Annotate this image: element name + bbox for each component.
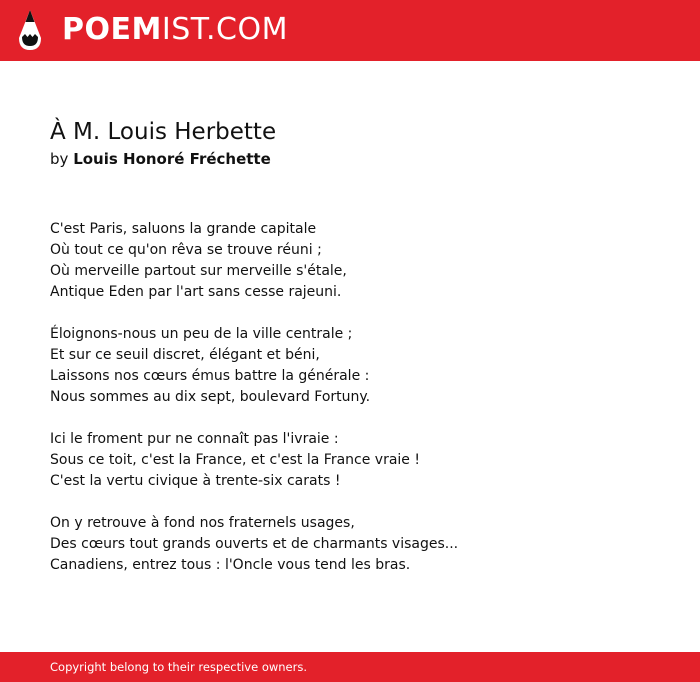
poem-title: À M. Louis Herbette [50, 119, 277, 145]
stanza [50, 429, 458, 492]
brand-bold: POEM [62, 12, 162, 47]
site-logo-link[interactable] [62, 12, 288, 48]
poem-line: Où tout ce qu'on rêva se trouve réuni ; [50, 242, 322, 258]
site-footer [0, 652, 700, 682]
poem-line: On y retrouve à fond nos fraternels usages, [50, 515, 355, 531]
site-header [0, 0, 700, 61]
byline [50, 149, 271, 169]
poem-line: Nous sommes au dix sept, boulevard Fortuny. [50, 389, 371, 405]
poem-line: Éloignons-nous un peu de la ville centrale ; [50, 326, 353, 342]
author-name: Louis Honoré Fréchette [73, 150, 271, 168]
pencil-tip-icon[interactable] [17, 8, 43, 52]
poem-line: Laissons nos cœurs émus battre la générale : [50, 368, 370, 384]
poem-line: Où merveille partout sur merveille s'étale, [50, 263, 347, 279]
by-label: by [50, 150, 69, 168]
poem-line: Sous ce toit, c'est la France, et c'est la France vraie ! [50, 452, 420, 468]
poem-body [50, 219, 458, 597]
stanza [50, 324, 458, 408]
poem-line: C'est Paris, saluons la grande capitale [50, 221, 317, 237]
poem-line: Des cœurs tout grands ouverts et de charmants visages... [50, 536, 459, 552]
poem-line: Canadiens, entrez tous : l'Oncle vous tend les bras. [50, 557, 411, 573]
stanza [50, 513, 458, 576]
copyright-text: Copyright belong to their respective owners. [50, 660, 308, 674]
poem-line: Antique Eden par l'art sans cesse rajeuni. [50, 284, 342, 300]
poem-line: Et sur ce seuil discret, élégant et béni, [50, 347, 320, 363]
poem-line: C'est la vertu civique à trente-six carats ! [50, 473, 341, 489]
stanza [50, 219, 458, 303]
brand-light: IST.COM [161, 12, 288, 47]
poem-line: Ici le froment pur ne connaît pas l'ivraie : [50, 431, 339, 447]
